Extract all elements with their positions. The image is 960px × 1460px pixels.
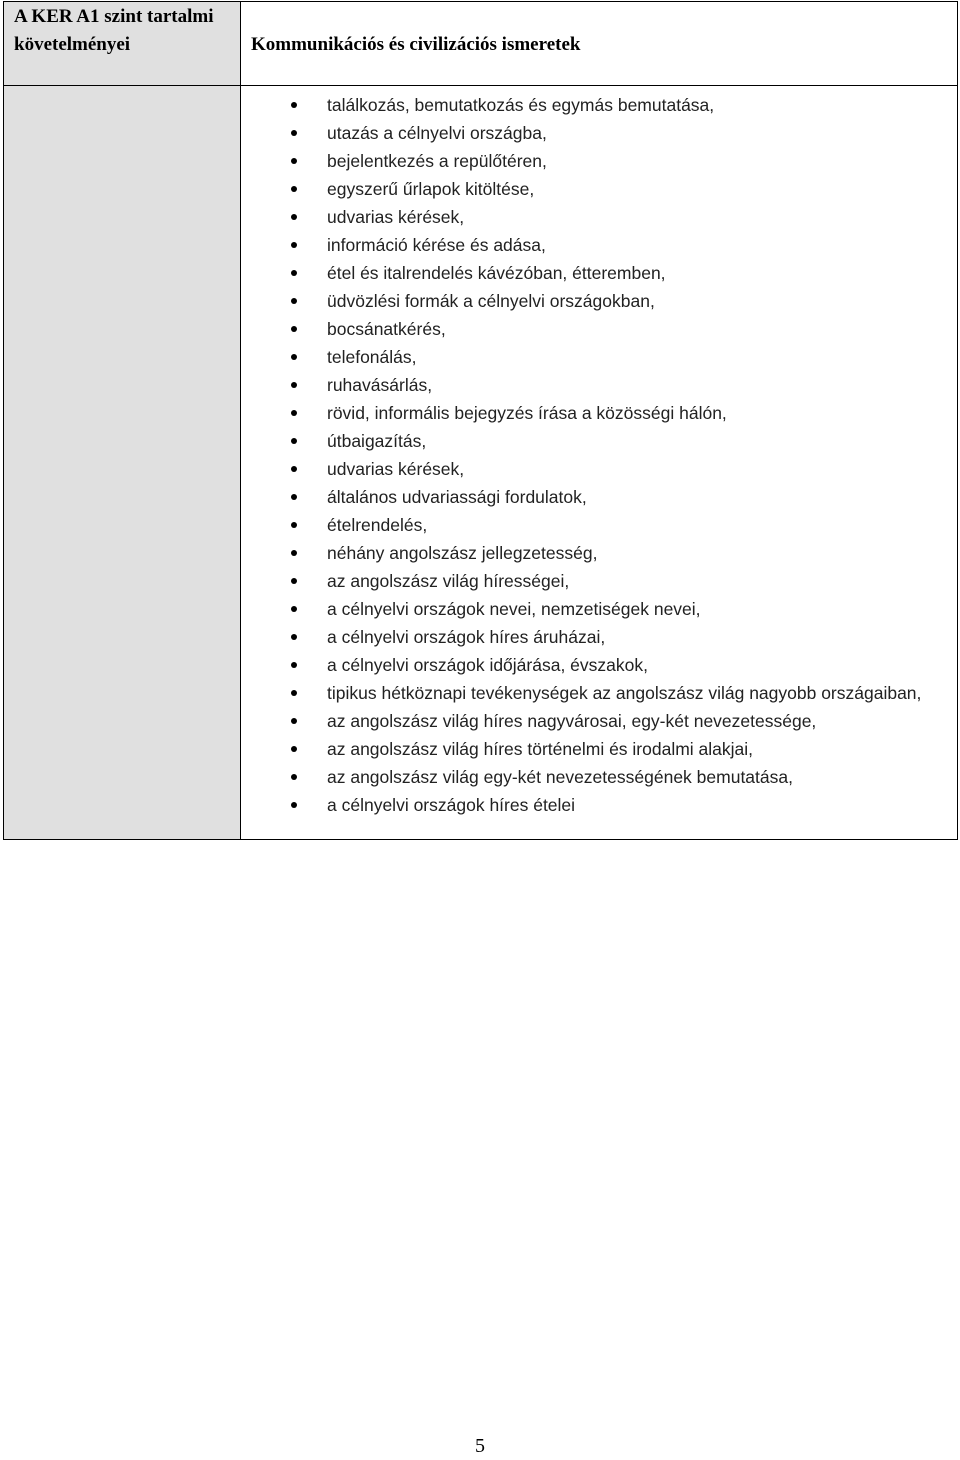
list-item-text: ételrendelés, <box>327 515 428 535</box>
list-item-text: információ kérése és adása, <box>327 235 546 255</box>
list-item-text: a célnyelvi országok időjárása, évszakok, <box>327 655 648 675</box>
bullet-icon <box>291 270 297 276</box>
bullet-icon <box>291 354 297 360</box>
bullet-icon <box>291 494 297 500</box>
list-item-text: bocsánatkérés, <box>327 319 446 339</box>
list-item <box>251 371 947 399</box>
list-item <box>251 595 947 623</box>
bullet-icon <box>291 578 297 584</box>
list-item <box>251 651 947 679</box>
list-item <box>251 455 947 483</box>
list-item-text: telefonálás, <box>327 347 417 367</box>
list-item-text: a célnyelvi országok híres ételei <box>327 795 576 815</box>
list-item <box>251 623 947 651</box>
right-header-cell: Kommunikációs és civilizációs ismeretek <box>241 2 958 86</box>
list-item <box>251 763 947 791</box>
list-item <box>251 483 947 511</box>
list-item <box>251 399 947 427</box>
list-item-text: az angolszász világ egy-két nevezetességének bemutatása, <box>327 767 793 787</box>
bullet-icon <box>291 326 297 332</box>
bullet-icon <box>291 718 297 724</box>
list-item <box>251 735 947 763</box>
bullet-icon <box>291 466 297 472</box>
bullet-icon <box>291 438 297 444</box>
list-item-text: az angolszász világ híres nagyvárosai, egy-két nevezetessége, <box>327 711 817 731</box>
bullet-icon <box>291 158 297 164</box>
list-item <box>251 791 947 819</box>
bullet-icon <box>291 522 297 528</box>
requirements-table <box>3 1 958 840</box>
list-item-text: rövid, informális bejegyzés írása a közösségi hálón, <box>327 403 727 423</box>
list-item-text: a célnyelvi országok híres áruházai, <box>327 627 606 647</box>
bullet-icon <box>291 410 297 416</box>
list-item <box>251 231 947 259</box>
list-item <box>251 259 947 287</box>
bullet-icon <box>291 690 297 696</box>
list-item-text: egyszerű űrlapok kitöltése, <box>327 179 535 199</box>
list-item <box>251 175 947 203</box>
bullet-icon <box>291 102 297 108</box>
list-item <box>251 511 947 539</box>
left-header-cell: A KER A1 szint tartalmi követelményei <box>4 2 241 86</box>
list-item-text: néhány angolszász jellegzetesség, <box>327 543 598 563</box>
list-item-text: udvarias kérések, <box>327 207 465 227</box>
table-header-row <box>4 2 958 86</box>
list-item-text: ruhavásárlás, <box>327 375 433 395</box>
list-item <box>251 679 947 707</box>
bullet-icon <box>291 774 297 780</box>
bullet-icon <box>291 634 297 640</box>
list-item <box>251 567 947 595</box>
list-item <box>251 203 947 231</box>
bullet-icon <box>291 662 297 668</box>
list-item <box>251 91 947 119</box>
bullet-icon <box>291 130 297 136</box>
list-item-text: az angolszász világ hírességei, <box>327 571 570 591</box>
list-item <box>251 539 947 567</box>
list-item-text: bejelentkezés a repülőtéren, <box>327 151 547 171</box>
list-item-text: az angolszász világ híres történelmi és irodalmi alakjai, <box>327 739 754 759</box>
list-item-text: általános udvariassági fordulatok, <box>327 487 587 507</box>
bullet-icon <box>291 214 297 220</box>
bullet-icon <box>291 382 297 388</box>
list-item-text: utazás a célnyelvi országba, <box>327 123 547 143</box>
list-item-text: üdvözlési formák a célnyelvi országokban, <box>327 291 655 311</box>
list-item-text: tipikus hétköznapi tevékenységek az angolszász világ nagyobb országaiban, <box>327 683 922 703</box>
bullet-icon <box>291 186 297 192</box>
page-number: 5 <box>475 1435 485 1457</box>
list-item-text: találkozás, bemutatkozás és egymás bemutatása, <box>327 95 715 115</box>
topics-cell <box>241 86 958 840</box>
bullet-icon <box>291 802 297 808</box>
bullet-icon <box>291 550 297 556</box>
bullet-icon <box>291 606 297 612</box>
bullet-icon <box>291 746 297 752</box>
list-item <box>251 287 947 315</box>
list-item-text: útbaigazítás, <box>327 431 427 451</box>
topics-list <box>251 91 947 819</box>
list-item <box>251 427 947 455</box>
bullet-icon <box>291 298 297 304</box>
left-empty-cell <box>4 86 241 840</box>
list-item <box>251 315 947 343</box>
list-item-text: étel és italrendelés kávézóban, étteremben, <box>327 263 666 283</box>
list-item-text: udvarias kérések, <box>327 459 465 479</box>
list-item <box>251 343 947 371</box>
list-item <box>251 147 947 175</box>
bullet-icon <box>291 242 297 248</box>
list-item-text: a célnyelvi országok nevei, nemzetiségek nevei, <box>327 599 701 619</box>
table-body-row <box>4 86 958 840</box>
list-item <box>251 707 947 735</box>
list-item <box>251 119 947 147</box>
